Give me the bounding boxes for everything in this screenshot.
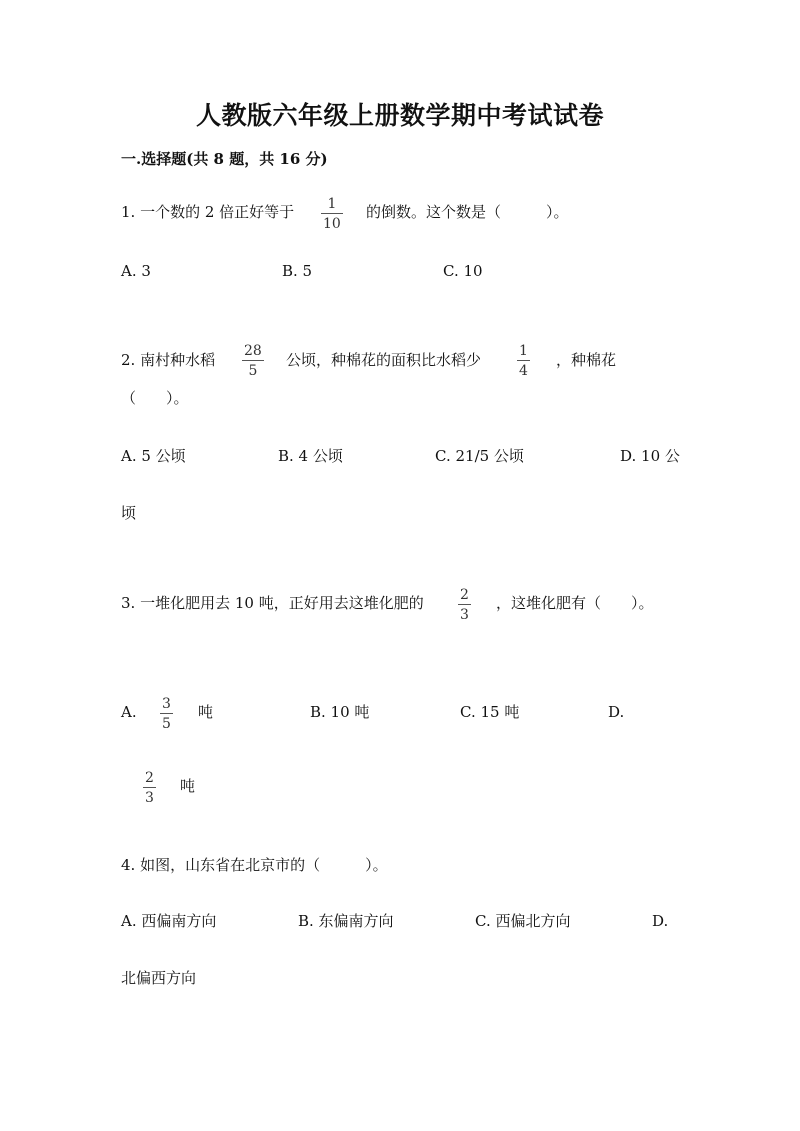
question-3-option-a-unit: 吨: [198, 703, 214, 721]
question-1-text-after: 的倒数。这个数是（ ）。: [366, 203, 569, 221]
question-3-option-a-label: A.: [121, 703, 137, 721]
page-title: 人教版六年级上册数学期中考试试卷: [195, 101, 604, 130]
question-2-text-before: 2. 南村种水稻: [121, 351, 216, 369]
fraction-numerator: 3: [162, 696, 171, 712]
question-3-text-before: 3. 一堆化肥用去 10 吨，正好用去这堆化肥的: [121, 594, 424, 612]
fraction-bar: [143, 787, 156, 788]
question-4-option-c: C. 西偏北方向: [475, 912, 571, 930]
question-2-option-d-wrap: 顷: [121, 504, 137, 522]
question-2-text-line-2: （ ）。: [121, 389, 189, 407]
fraction-denominator: 5: [162, 716, 171, 732]
fraction-numerator: 1: [327, 196, 337, 212]
question-2-text-after: ，种棉花: [556, 351, 617, 369]
fraction-bar: [242, 360, 264, 361]
section-heading: 一.选择题(共 8 题，共 16 分): [121, 150, 328, 168]
fraction-numerator: 1: [519, 343, 528, 359]
question-3-option-a-fraction: [160, 696, 173, 732]
question-4-text: 4. 如图，山东省在北京市的（ ）。: [121, 856, 388, 874]
question-3-option-d-fraction: [143, 770, 156, 806]
question-1-option-a: A. 3: [121, 262, 151, 280]
question-3-option-b: B. 10 吨: [310, 703, 370, 721]
question-2-option-b: B. 4 公顷: [278, 447, 343, 465]
question-1-text-before: 1. 一个数的 2 倍正好等于: [121, 203, 295, 221]
question-3-option-d-unit: 吨: [180, 777, 196, 795]
question-2-text-middle: 公顷，种棉花的面积比水稻少: [286, 351, 482, 369]
question-3-option-c: C. 15 吨: [460, 703, 520, 721]
question-1-fraction: [321, 196, 343, 232]
fraction-numerator: 2: [460, 587, 469, 603]
fraction-denominator: 5: [248, 363, 258, 379]
question-3-fraction: [458, 587, 471, 623]
fraction-denominator: 4: [519, 363, 528, 379]
question-1-option-b: B. 5: [282, 262, 313, 280]
fraction-bar: [458, 604, 471, 605]
question-2-option-c: C. 21/5 公顷: [435, 447, 524, 465]
question-3-option-d: D.: [608, 703, 625, 721]
fraction-denominator: 3: [145, 790, 154, 806]
question-2-option-d: D. 10 公: [620, 447, 680, 465]
question-4-option-d: D.: [652, 912, 669, 930]
question-2-fraction-1: [242, 343, 264, 379]
fraction-bar: [160, 713, 173, 714]
fraction-numerator: 2: [145, 770, 154, 786]
fraction-bar: [321, 213, 343, 214]
question-1-option-c: C. 10: [443, 262, 483, 280]
question-2-option-a: A. 5 公顷: [121, 447, 186, 465]
fraction-denominator: 10: [323, 216, 341, 232]
question-4-option-b: B. 东偏南方向: [298, 912, 394, 930]
question-3-text-after: ，这堆化肥有（ ）。: [496, 594, 654, 612]
question-2-fraction-2: [517, 343, 530, 379]
question-4-option-d-wrap: 北偏西方向: [121, 969, 197, 987]
fraction-denominator: 3: [460, 607, 469, 623]
fraction-bar: [517, 360, 530, 361]
question-4-option-a: A. 西偏南方向: [121, 912, 217, 930]
fraction-numerator: 28: [244, 343, 262, 359]
